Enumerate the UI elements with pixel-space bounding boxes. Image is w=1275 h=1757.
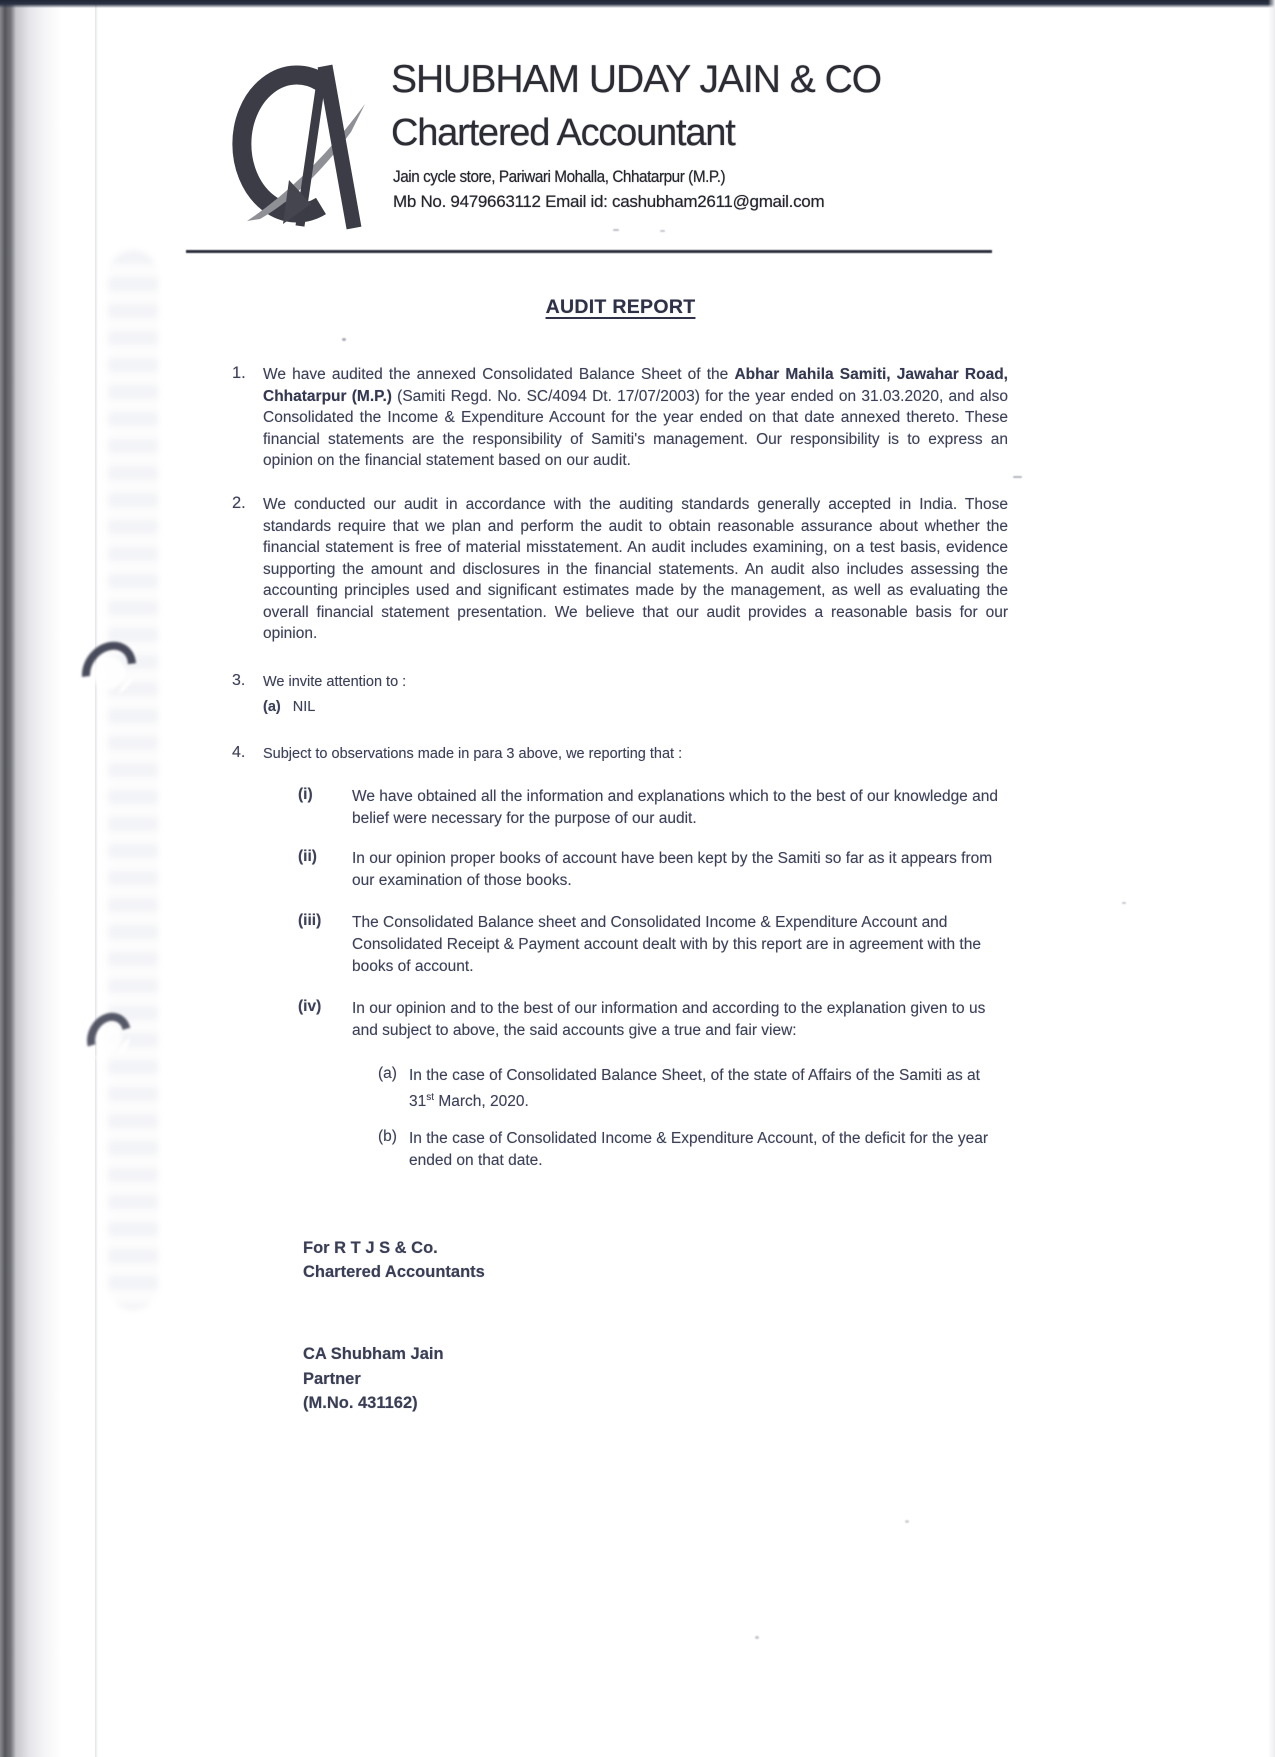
- firm-contact: Mb No. 9479663112 Email id: cashubham2611@gmail.com: [393, 192, 825, 211]
- opinion-a-text: [409, 1065, 1009, 1113]
- signatory-designation: Partner: [303, 1369, 361, 1388]
- paragraph-1: [232, 364, 1008, 472]
- opinion-a-post: March, 2020.: [434, 1092, 529, 1110]
- paragraph-4: [232, 744, 1008, 766]
- finding-iii-label: (iii): [298, 912, 322, 929]
- firm-name: SHUBHAM UDAY JAIN & CO: [391, 58, 882, 101]
- finding-i-text: We have obtained all the information and explanations which to the best of our knowledge and belief were necessary for the purpose of our audit.: [352, 788, 998, 827]
- paragraph-1-pre: We have audited the annexed Consolidated Balance Sheet of the: [263, 366, 735, 383]
- finding-item-iv: [298, 998, 1008, 1042]
- ink-bleed-through: [108, 250, 158, 1310]
- signature-for-line: For R T J S & Co.: [303, 1239, 438, 1257]
- paragraph-2-number: 2.: [232, 494, 246, 512]
- finding-ii-label: (ii): [298, 848, 317, 865]
- signature-firm-block: [303, 1237, 485, 1284]
- finding-item-iii: [298, 912, 1008, 977]
- finding-i-label: (i): [298, 786, 313, 803]
- opinion-a-label: (a): [378, 1065, 397, 1082]
- firm-subtitle: Chartered Accountant: [391, 112, 735, 154]
- dust-speck: [613, 229, 619, 231]
- opinion-item-a: [378, 1065, 1009, 1113]
- scan-left-edge: [0, 0, 62, 1757]
- opinion-a-superscript: st: [426, 1091, 435, 1103]
- dust-speck: [905, 1520, 909, 1523]
- paragraph-4-number: 4.: [232, 744, 246, 761]
- finding-iii-text: The Consolidated Balance sheet and Consolidated Income & Expenditure Account and Consolidated Receipt & Payment account dealt with by this report are in agreement with the books of account.: [352, 914, 981, 975]
- signature-firm-type: Chartered Accountants: [303, 1262, 485, 1281]
- paragraph-1-entity-name: Abhar Mahila Samiti, Jawahar Road, Chhatarpur (M.P.): [263, 366, 1008, 405]
- paragraph-4-text: Subject to observations made in para 3 above, we reporting that :: [263, 746, 683, 762]
- paragraph-2: [232, 494, 1008, 645]
- scan-right-edge: [1268, 0, 1275, 1757]
- dust-speck: [1013, 476, 1022, 478]
- opinion-b-text: In the case of Consolidated Income & Expenditure Account, of the deficit for the year ended on that date.: [409, 1130, 989, 1169]
- opinion-item-b: [378, 1128, 1009, 1172]
- paragraph-1-text: [263, 364, 1008, 472]
- finding-item-i: [298, 786, 1008, 830]
- paragraph-3-sub-item: [263, 699, 315, 715]
- signatory-membership-no: (M.No. 431162): [303, 1394, 418, 1412]
- paragraph-3-sub-text: NIL: [292, 699, 316, 715]
- paragraph-1-post: (Samiti Regd. No. SC/4094 Dt. 17/07/2003) for the year ended on 31.03.2020, and also Consolidated the Income & Expenditure Account for the year ended on that date annexed thereto. These financial statements are the responsibility of Samiti's management. Our responsibility is to express an opinion on the financial statement based on our audit.: [263, 387, 1008, 469]
- ca-logo: [205, 56, 370, 236]
- finding-iv-label: (iv): [298, 998, 322, 1015]
- paragraph-3-number: 3.: [232, 672, 246, 689]
- document-title-row: [233, 296, 1008, 319]
- finding-ii-text: In our opinion proper books of account have been kept by the Samiti so far as it appears from our examination of those books.: [352, 850, 993, 889]
- finding-iv-text: In our opinion and to the best of our information and according to the explanation given to us and subject to above, the said accounts give a true and fair view:: [352, 1000, 986, 1039]
- firm-address: Jain cycle store, Pariwari Mohalla, Chhatarpur (M.P.): [393, 167, 726, 186]
- paragraph-2-text: We conducted our audit in accordance with the auditing standards generally accepted in India. Those standards require that we plan and perform the audit to obtain reasonable assurance about whether the financial statement is free of material misstatement. An audit includes examining, on a test basis, evidence supporting the amount and disclosures in the financial statements. An audit also includes assessing the accounting principles used and significant estimates made by the management, as well as evaluating the overall financial statement presentation. We believe that our audit provides a reasonable basis for our opinion.: [263, 496, 1008, 642]
- dust-speck: [1122, 902, 1126, 904]
- paragraph-3-sub-label: (a): [263, 699, 281, 715]
- scan-paper-seam: [95, 0, 98, 1757]
- paragraph-3-text: We invite attention to :: [263, 674, 407, 690]
- signature-name-block: [303, 1342, 444, 1416]
- paragraph-1-number: 1.: [232, 364, 246, 382]
- finding-item-ii: [298, 848, 1008, 892]
- document-title: AUDIT REPORT: [545, 296, 696, 318]
- dust-speck: [342, 338, 346, 341]
- signatory-name: CA Shubham Jain: [303, 1345, 444, 1363]
- opinion-a-pre: In the case of Consolidated Balance Sheet, of the state of Affairs of the Samiti as at 31: [409, 1067, 980, 1110]
- dust-speck: [755, 1636, 759, 1639]
- header-divider: [186, 250, 992, 253]
- opinion-b-label: (b): [378, 1128, 397, 1145]
- paragraph-3: [232, 672, 1008, 694]
- dust-speck: [660, 230, 665, 232]
- scan-top-edge: [0, 0, 1275, 8]
